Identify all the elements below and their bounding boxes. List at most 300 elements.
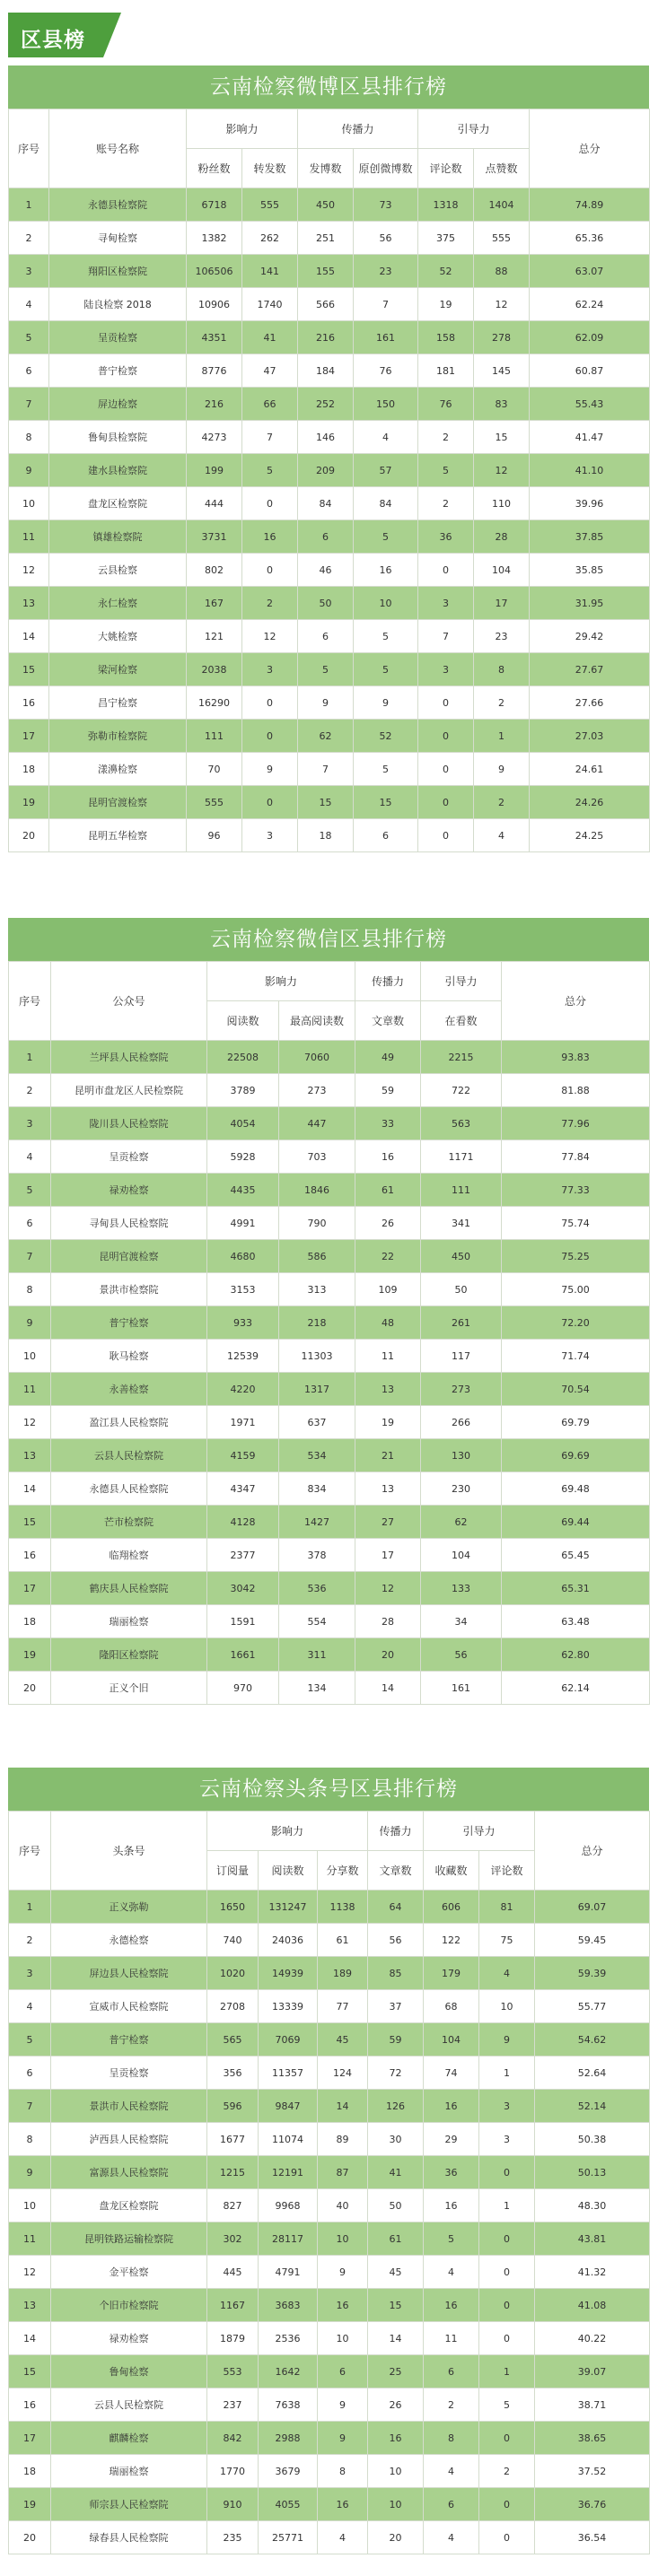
table-cell: 555	[187, 786, 242, 819]
table-cell: 9	[9, 1306, 51, 1340]
col-sub: 收藏数	[424, 1851, 479, 1891]
table-cell: 9	[298, 686, 354, 720]
table-cell: 8	[9, 2123, 51, 2156]
table-cell: 0	[479, 2422, 535, 2455]
table-cell: 2038	[187, 653, 242, 686]
table-cell: 4	[9, 288, 49, 321]
col-sub: 阅读数	[207, 1001, 279, 1041]
table-row	[9, 2256, 650, 2289]
table-cell: 57	[354, 454, 418, 487]
table-cell: 3	[479, 2123, 535, 2156]
table-cell: 1	[474, 720, 530, 753]
table-cell: 8	[474, 653, 530, 686]
table-cell: 565	[207, 2023, 259, 2056]
table-cell: 69.48	[502, 1472, 650, 1506]
table-row	[9, 2189, 650, 2222]
col-sub: 发博数	[298, 149, 354, 188]
table-cell: 63.48	[502, 1605, 650, 1638]
table-cell: 1677	[207, 2123, 259, 2156]
table-cell: 0	[418, 819, 474, 852]
table-cell: 161	[354, 321, 418, 354]
table-cell: 56	[368, 1924, 424, 1957]
table-cell: 110	[474, 487, 530, 520]
table-cell: 3	[242, 653, 298, 686]
table-cell: 3679	[259, 2455, 318, 2488]
table-cell: 122	[424, 1924, 479, 1957]
table-cell: 52	[354, 720, 418, 753]
table-cell: 55.77	[535, 1990, 650, 2023]
wechat-ranking-table	[8, 961, 650, 1705]
table-cell: 313	[279, 1273, 355, 1306]
table-cell: 0	[242, 786, 298, 819]
account-name-cell: 麒麟检察	[51, 2422, 207, 2455]
table-cell: 16	[318, 2289, 368, 2322]
table-cell: 0	[479, 2256, 535, 2289]
table-cell: 0	[242, 487, 298, 520]
table-cell: 6	[424, 2355, 479, 2388]
table-row	[9, 1174, 650, 1207]
col-account: 头条号	[51, 1812, 207, 1891]
table-cell: 20	[9, 819, 49, 852]
table-cell: 37.85	[530, 520, 650, 554]
table-cell: 1	[9, 1041, 51, 1074]
account-name-cell: 鲁甸检察	[51, 2355, 207, 2388]
table-cell: 2	[9, 222, 49, 255]
table-row	[9, 421, 650, 454]
table-cell: 61	[368, 2222, 424, 2256]
table-cell: 9847	[259, 2090, 318, 2123]
table-cell: 1650	[207, 1891, 259, 1924]
table-cell: 17	[9, 1572, 51, 1605]
table-cell: 93.83	[502, 1041, 650, 1074]
table-cell: 1591	[207, 1605, 279, 1638]
col-sub: 点赞数	[474, 149, 530, 188]
table-cell: 117	[421, 1340, 502, 1373]
table-cell: 3	[418, 653, 474, 686]
table-cell: 703	[279, 1140, 355, 1174]
table-cell: 4351	[187, 321, 242, 354]
table-cell: 11	[9, 520, 49, 554]
table-cell: 24.26	[530, 786, 650, 819]
table-cell: 11357	[259, 2056, 318, 2090]
table-cell: 50.13	[535, 2156, 650, 2189]
table-cell: 12	[355, 1572, 421, 1605]
table-cell: 13	[9, 2289, 51, 2322]
table-cell: 5	[9, 1174, 51, 1207]
table-cell: 18	[298, 819, 354, 852]
table-cell: 45	[318, 2023, 368, 2056]
account-name-cell: 昆明官渡检察	[51, 1240, 207, 1273]
table-cell: 9	[318, 2388, 368, 2422]
table-cell: 16	[354, 554, 418, 587]
table-cell: 5	[479, 2388, 535, 2422]
table-row	[9, 2090, 650, 2123]
table-cell: 555	[474, 222, 530, 255]
col-rank: 序号	[9, 962, 51, 1041]
col-total: 总分	[535, 1812, 650, 1891]
table-cell: 11	[9, 1373, 51, 1406]
table-cell: 10	[318, 2322, 368, 2355]
table-cell: 273	[421, 1373, 502, 1406]
col-sub: 评论数	[418, 149, 474, 188]
table-cell: 46	[298, 554, 354, 587]
table-cell: 14	[368, 2322, 424, 2355]
category-badge	[8, 13, 121, 57]
table-cell: 566	[298, 288, 354, 321]
category-label: 区县榜	[21, 29, 85, 52]
table-cell: 145	[474, 354, 530, 388]
account-name-cell: 宣威市人民检察院	[51, 1990, 207, 2023]
table-cell: 63.07	[530, 255, 650, 288]
table-row	[9, 1140, 650, 1174]
account-name-cell: 昆明市盘龙区人民检察院	[51, 1074, 207, 1107]
table-cell: 16	[368, 2422, 424, 2455]
table-cell: 1020	[207, 1957, 259, 1990]
table-cell: 3	[418, 587, 474, 620]
account-name-cell: 正义个旧	[51, 1672, 207, 1705]
table-cell: 6	[9, 2056, 51, 2090]
table-cell: 0	[242, 554, 298, 587]
table-cell: 0	[242, 720, 298, 753]
table-cell: 15	[474, 421, 530, 454]
table-cell: 6	[9, 354, 49, 388]
table-cell: 235	[207, 2521, 259, 2554]
table-cell: 13	[9, 1439, 51, 1472]
table-cell: 16290	[187, 686, 242, 720]
table-cell: 11	[355, 1340, 421, 1373]
table-cell: 3	[9, 255, 49, 288]
table-cell: 158	[418, 321, 474, 354]
table-row	[9, 1957, 650, 1990]
table-cell: 0	[479, 2289, 535, 2322]
table-cell: 75.00	[502, 1273, 650, 1306]
table-row	[9, 1373, 650, 1406]
table-cell: 1	[479, 2189, 535, 2222]
table-cell: 150	[354, 388, 418, 421]
account-name-cell: 漾濞检察	[49, 753, 187, 786]
table-cell: 722	[421, 1074, 502, 1107]
table-cell: 109	[355, 1273, 421, 1306]
table-cell: 131247	[259, 1891, 318, 1924]
table-cell: 74.89	[530, 188, 650, 222]
table-cell: 52.64	[535, 2056, 650, 2090]
table-cell: 1971	[207, 1406, 279, 1439]
col-sub: 文章数	[368, 1851, 424, 1891]
table-cell: 10	[368, 2488, 424, 2521]
table-cell: 20	[355, 1638, 421, 1672]
table-row	[9, 2355, 650, 2388]
toutiao-ranking-table	[8, 1811, 650, 2554]
table-cell: 0	[479, 2521, 535, 2554]
table-cell: 6	[354, 819, 418, 852]
table-cell: 4	[424, 2521, 479, 2554]
account-name-cell: 云县人民检察院	[51, 1439, 207, 1472]
table-row	[9, 653, 650, 686]
account-name-cell: 正义弥勒	[51, 1891, 207, 1924]
table-cell: 251	[298, 222, 354, 255]
col-sub: 订阅量	[207, 1851, 259, 1891]
account-name-cell: 临翔检察	[51, 1539, 207, 1572]
table-cell: 56	[354, 222, 418, 255]
table-cell: 4680	[207, 1240, 279, 1273]
table-cell: 16	[355, 1140, 421, 1174]
table-cell: 2	[9, 1924, 51, 1957]
account-name-cell: 云县检察	[49, 554, 187, 587]
table-cell: 1382	[187, 222, 242, 255]
table-cell: 0	[479, 2156, 535, 2189]
table-cell: 0	[479, 2488, 535, 2521]
table-cell: 69.79	[502, 1406, 650, 1439]
table-cell: 4	[479, 1957, 535, 1990]
table-cell: 61	[355, 1174, 421, 1207]
table-cell: 26	[368, 2388, 424, 2422]
table-cell: 4220	[207, 1373, 279, 1406]
table-cell: 56	[421, 1638, 502, 1672]
table-cell: 11074	[259, 2123, 318, 2156]
account-name-cell: 镇雄检察院	[49, 520, 187, 554]
table-cell: 18	[9, 753, 49, 786]
account-name-cell: 盈江县人民检察院	[51, 1406, 207, 1439]
group-influence: 影响力	[207, 1812, 368, 1851]
table-cell: 13	[9, 587, 49, 620]
table-cell: 1	[479, 2056, 535, 2090]
table-cell: 26	[355, 1207, 421, 1240]
table-cell: 12	[9, 554, 49, 587]
table-row	[9, 520, 650, 554]
account-name-cell: 永德县人民检察院	[51, 1472, 207, 1506]
table-row	[9, 1074, 650, 1107]
table-cell: 69.69	[502, 1439, 650, 1472]
weibo-ranking-table	[8, 109, 650, 852]
table-cell: 77.96	[502, 1107, 650, 1140]
account-name-cell: 陇川县人民检察院	[51, 1107, 207, 1140]
table-row	[9, 2123, 650, 2156]
table-cell: 10	[479, 1990, 535, 2023]
table-cell: 4791	[259, 2256, 318, 2289]
table-row	[9, 2222, 650, 2256]
table-cell: 14	[9, 1472, 51, 1506]
account-name-cell: 鹤庆县人民检察院	[51, 1572, 207, 1605]
table-cell: 59	[355, 1074, 421, 1107]
table-cell: 9	[9, 454, 49, 487]
table-cell: 43.81	[535, 2222, 650, 2256]
table-row	[9, 1107, 650, 1140]
table-cell: 39.96	[530, 487, 650, 520]
table-cell: 378	[279, 1539, 355, 1572]
table-cell: 1318	[418, 188, 474, 222]
table-cell: 12	[474, 288, 530, 321]
table-row	[9, 2455, 650, 2488]
table-cell: 790	[279, 1207, 355, 1240]
table-cell: 36	[418, 520, 474, 554]
table-row	[9, 554, 650, 587]
table-cell: 72	[368, 2056, 424, 2090]
table-row	[9, 2388, 650, 2422]
table-cell: 0	[479, 2322, 535, 2355]
table-cell: 1846	[279, 1174, 355, 1207]
table-cell: 85	[368, 1957, 424, 1990]
table-cell: 4991	[207, 1207, 279, 1240]
table-row	[9, 1273, 650, 1306]
group-influence: 影响力	[207, 962, 355, 1001]
table-cell: 1642	[259, 2355, 318, 2388]
table-cell: 447	[279, 1107, 355, 1140]
table-cell: 273	[279, 1074, 355, 1107]
table-cell: 10906	[187, 288, 242, 321]
table-cell: 59.45	[535, 1924, 650, 1957]
table-row	[9, 1506, 650, 1539]
table-cell: 111	[421, 1174, 502, 1207]
table-cell: 4273	[187, 421, 242, 454]
account-name-cell: 云县人民检察院	[51, 2388, 207, 2422]
table-row	[9, 2422, 650, 2455]
account-name-cell: 永德检察	[51, 1924, 207, 1957]
table-cell: 19	[9, 2488, 51, 2521]
table-row	[9, 786, 650, 819]
table-cell: 14	[355, 1672, 421, 1705]
table-cell: 5	[9, 321, 49, 354]
table-cell: 20	[9, 2521, 51, 2554]
table-row	[9, 2289, 650, 2322]
table-cell: 104	[474, 554, 530, 587]
table-cell: 536	[279, 1572, 355, 1605]
account-name-cell: 陆良检察 2018	[49, 288, 187, 321]
table-cell: 106506	[187, 255, 242, 288]
account-name-cell: 个旧市检察院	[51, 2289, 207, 2322]
table-cell: 266	[421, 1406, 502, 1439]
table-cell: 7	[9, 1240, 51, 1273]
table-cell: 2	[9, 1074, 51, 1107]
table-cell: 141	[242, 255, 298, 288]
table-row	[9, 2023, 650, 2056]
table-cell: 0	[418, 753, 474, 786]
table-cell: 4159	[207, 1439, 279, 1472]
account-name-cell: 瑞丽检察	[51, 1605, 207, 1638]
col-sub: 文章数	[355, 1001, 421, 1041]
table-row	[9, 1638, 650, 1672]
col-total: 总分	[502, 962, 650, 1041]
account-name-cell: 屏边县人民检察院	[51, 1957, 207, 1990]
table-cell: 7	[418, 620, 474, 653]
table-cell: 29.42	[530, 620, 650, 653]
table-cell: 184	[298, 354, 354, 388]
table-cell: 4055	[259, 2488, 318, 2521]
table-cell: 1167	[207, 2289, 259, 2322]
table-cell: 15	[9, 1506, 51, 1539]
table-cell: 22	[355, 1240, 421, 1273]
table-row	[9, 1891, 650, 1924]
table-cell: 216	[187, 388, 242, 421]
table-row	[9, 1439, 650, 1472]
table-cell: 4347	[207, 1472, 279, 1506]
table-cell: 8776	[187, 354, 242, 388]
table-cell: 71.74	[502, 1340, 650, 1373]
table-cell: 555	[242, 188, 298, 222]
table-cell: 16	[424, 2189, 479, 2222]
table-row	[9, 1605, 650, 1638]
table-cell: 121	[187, 620, 242, 653]
table-row	[9, 1240, 650, 1273]
table-cell: 5	[354, 620, 418, 653]
table-cell: 1215	[207, 2156, 259, 2189]
table-cell: 1317	[279, 1373, 355, 1406]
table-cell: 83	[474, 388, 530, 421]
table-cell: 19	[418, 288, 474, 321]
table-cell: 81.88	[502, 1074, 650, 1107]
table-cell: 59.39	[535, 1957, 650, 1990]
table-cell: 0	[418, 686, 474, 720]
table-cell: 31.95	[530, 587, 650, 620]
table-cell: 12	[9, 2256, 51, 2289]
table-cell: 0	[479, 2222, 535, 2256]
account-name-cell: 盘龙区检察院	[51, 2189, 207, 2222]
table-cell: 9	[242, 753, 298, 786]
table-cell: 0	[418, 786, 474, 819]
table-cell: 15	[298, 786, 354, 819]
table-cell: 218	[279, 1306, 355, 1340]
table-cell: 11	[9, 2222, 51, 2256]
col-total: 总分	[530, 109, 650, 188]
table-cell: 4435	[207, 1174, 279, 1207]
table-cell: 4	[424, 2256, 479, 2289]
table-cell: 52	[418, 255, 474, 288]
table-cell: 17	[474, 587, 530, 620]
table-cell: 554	[279, 1605, 355, 1638]
table-cell: 88	[474, 255, 530, 288]
table-cell: 606	[424, 1891, 479, 1924]
col-account: 公众号	[51, 962, 207, 1041]
group-guidance: 引导力	[421, 962, 502, 1001]
wechat-ranking-title: 云南检察微信区县排行榜	[8, 918, 649, 961]
table-cell: 84	[354, 487, 418, 520]
table-cell: 834	[279, 1472, 355, 1506]
table-cell: 16	[318, 2488, 368, 2521]
table-cell: 450	[421, 1240, 502, 1273]
table-cell: 146	[298, 421, 354, 454]
table-cell: 450	[298, 188, 354, 222]
col-rank: 序号	[9, 109, 49, 188]
table-cell: 179	[424, 1957, 479, 1990]
table-cell: 262	[242, 222, 298, 255]
table-cell: 36.76	[535, 2488, 650, 2521]
table-cell: 62	[298, 720, 354, 753]
table-cell: 2	[418, 487, 474, 520]
table-cell: 9	[318, 2256, 368, 2289]
table-cell: 27.03	[530, 720, 650, 753]
account-name-cell: 绿春县人民检察院	[51, 2521, 207, 2554]
table-cell: 62	[421, 1506, 502, 1539]
table-cell: 14939	[259, 1957, 318, 1990]
table-cell: 7	[298, 753, 354, 786]
table-cell: 1427	[279, 1506, 355, 1539]
table-cell: 933	[207, 1306, 279, 1340]
account-name-cell: 呈贡检察	[51, 2056, 207, 2090]
table-row	[9, 686, 650, 720]
table-cell: 8	[9, 421, 49, 454]
table-cell: 16	[242, 520, 298, 554]
table-cell: 375	[418, 222, 474, 255]
table-cell: 111	[187, 720, 242, 753]
table-cell: 50	[421, 1273, 502, 1306]
col-account: 账号名称	[49, 109, 187, 188]
table-cell: 126	[368, 2090, 424, 2123]
table-cell: 12	[474, 454, 530, 487]
col-sub: 阅读数	[259, 1851, 318, 1891]
table-cell: 50.38	[535, 2123, 650, 2156]
table-cell: 60.87	[530, 354, 650, 388]
toutiao-ranking-title: 云南检察头条号区县排行榜	[8, 1768, 649, 1811]
table-cell: 261	[421, 1306, 502, 1340]
